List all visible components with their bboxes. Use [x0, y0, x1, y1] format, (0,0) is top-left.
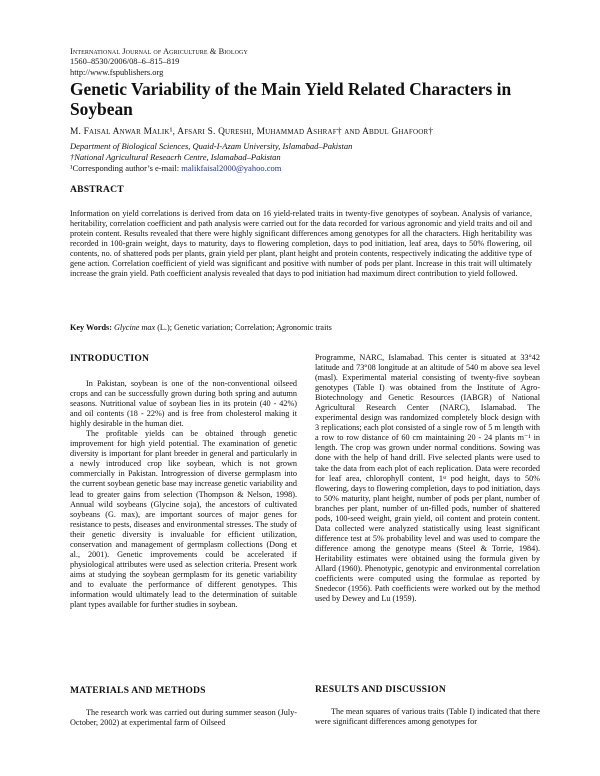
results-heading: RESULTS AND DISCUSSION	[315, 684, 446, 695]
keywords-rest: (L.); Genetic variation; Correlation; Agronomic traits	[155, 323, 332, 332]
abstract-text: Information on yield correlations is derived from data on 16 yield-related traits in twenty-five genotypes of soybean. Analysis of variance, heritability, correlation coefficient and path analysis were carried out for the data recorded for various agronomic and yield traits and oil and protein content. Results revealed that there were highly significant differences among genotypes for all the characters. High heritability was recorded in 100-grain weight, days to maturity, days to flowering completion, days to pod initiation, leaf area, days to 50% flowering, oil contents, no. of shattered pods per plants, grain yield per plant, plant height and protein contents, respectively indicating the additive type of gene action. Correlation coefficient of yield was significant and positive with number of pods per plant. Increase in this trait will ultimately increase the grain yield. Path coefficient analysis revealed that days to pod initiation had maximum direct contribution to yield followed.	[70, 209, 532, 279]
paper-title: Genetic Variability of the Main Yield Related Characters in Soybean	[70, 79, 512, 119]
methods-body	[70, 708, 297, 728]
journal-url[interactable]: http://www.fspublishers.org	[70, 68, 164, 77]
affiliation-2: †National Agricultural Reseacrh Centre, Islamabad–Pakistan	[70, 152, 281, 162]
results-paragraph-1: The mean squares of various traits (Table I) indicated that there were significant differences among genotypes for	[315, 707, 540, 727]
introduction-heading: INTRODUCTION	[70, 353, 150, 364]
methods-paragraph-1: The research work was carried out during summer season (July-October, 2002) at experimental farm of Oilseed	[70, 708, 297, 728]
methods-paragraph-continued: Programme, NARC, Islamabad. This center is situated at 33°42 latitude and 73°08 longitude at an altitude of 540 m above sea level (masl). Experimental material consisting of twenty-five soybean genotypes (Table I) was obtained from the Institute of Agro-Biotechnology and Genetic Resources (IABGR) of National Agricultural Research Center (NARC), Islamabad. The experimental design was randomized completely block design with 3 replications; each plot consisted of a single row of 5 m length with a row to row distance of 60 cm maintaining 20 - 24 plants m⁻¹ in length. The crop was grown under normal conditions. Sowing was done with the help of hand drill. Five selected plants were used to take the data from each plot of each replication. Data were recorded for leaf area, chlorophyll content, 1ˢᵗ pod height, days to 50% flowering, days to flowering completion, days to pod initiation, days to 50% maturity, plant height, number of pods per plant, number of branches per plant, number of un-filled pods, number of shattered pods, 100-seed weight, grain yield, oil content and protein content. Data collected were analyzed statistically using least significant difference test at 5% probability level and was used to compare the difference among the genotype means (Steel & Torrie, 1984). Heritability estimates were obtained using the formula given by Allard (1960). Phenotypic, genotypic and environmental correlation coefficients were computed using the formulae as reported by Snedecor (1956). Path coefficients were worked out by the method used by Dewey and Lu (1959).	[315, 353, 540, 604]
corresponding-author	[70, 163, 281, 173]
corresponding-email-link[interactable]: malikfaisal2000@yahoo.com	[181, 163, 282, 173]
journal-issn: 1560–8530/2006/08–6–815–819	[70, 57, 180, 66]
keywords-label: Key Words:	[70, 323, 112, 332]
results-body	[315, 707, 540, 727]
methods-continued	[315, 353, 540, 604]
keywords-species: Glycine max	[113, 323, 156, 332]
journal-name: International Journal of Agriculture & Biology	[70, 47, 248, 56]
introduction-paragraph-1: In Pakistan, soybean is one of the non-conventional oilseed crops and can be successfully grown during both spring and autumn seasons. Nutritional value of soybean lies in its protein (40 - 42%) and oil contents (18 - 22%) and is free from cholesterol making it highly desirable in the human diet.	[70, 379, 297, 429]
corresponding-label: ¹Corresponding author’s e-mail:	[70, 163, 182, 173]
author-list: M. Faisal Anwar Malik¹, Afsari S. Qureshi, Muhammad Ashraf† and Abdul Ghafoor†	[70, 127, 434, 137]
introduction-body	[70, 379, 297, 610]
abstract-heading: ABSTRACT	[70, 184, 124, 195]
introduction-paragraph-2: The profitable yields can be obtained through genetic improvement for high yield potential. The examination of genetic diversity is important for plant breeder in general and particularly in a newly introduced crop like soybean, which is not grown commercially in Pakistan. Introgression of diverse germplasm into the current soybean genetic base may increase genetic variability and lead to greater gains from selection (Thompson & Nelson, 1998). Annual wild soybeans (Glycine soja), the ancestors of cultivated soybeans (G. max), are important sources of major genes for resistance to pests, diseases and environmental stresses. The study of their genetic diversity is invaluable for efficient utilization, conservation and management of germplasm collections (Dong et al., 2001). Genetic improvements could be accelerated if physiological attributes were used as selection criteria. Present work aims at studying the soybean germplasm for its genetic variability and to evaluate the performance of different genotypes. This information would ultimately lead to the determination of suitable plant types available for further studies in soybean.	[70, 429, 297, 610]
methods-heading: MATERIALS AND METHODS	[70, 685, 206, 696]
affiliation-1: Department of Biological Sciences, Quaid-I-Azam University, Islamabad–Pakistan	[70, 141, 353, 151]
keywords	[70, 323, 540, 333]
